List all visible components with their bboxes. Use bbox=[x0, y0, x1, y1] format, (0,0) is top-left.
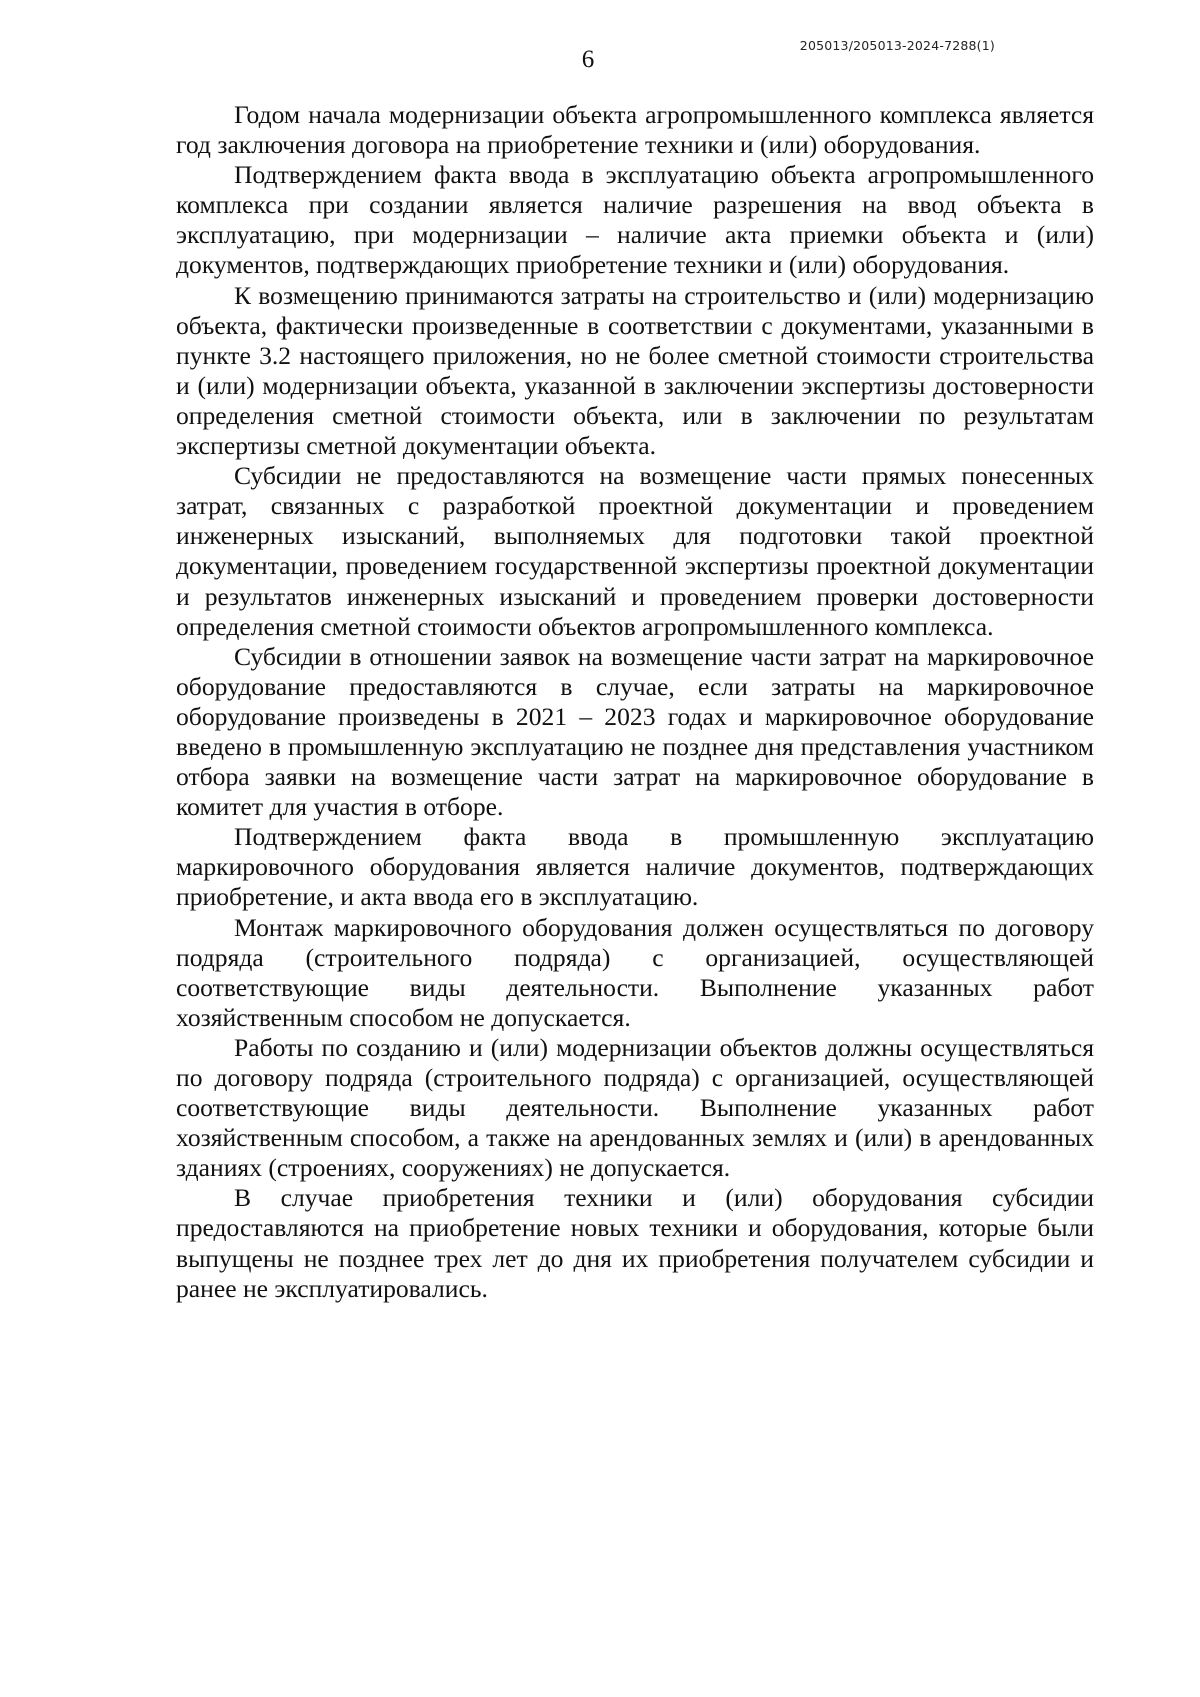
paragraph-marking-equipment-installation: Монтаж маркировочного оборудования должен осуществляться по договору подряда (строительного подряда) с организацией, осуществляющей соответствующие виды деятельности. Выполнение указанных работ хозяйственным способом не допускается. bbox=[176, 912, 1094, 1032]
paragraph-reimbursable-costs: К возмещению принимаются затраты на строительство и (или) модернизацию объекта, фактически произведенные в соответствии с документами, указанными в пункте 3.2 настоящего приложения, но не более сметной стоимости строительства и (или) модернизации объекта, указанной в заключении экспертизы достоверности определения сметной стоимости объекта, или в заключении по результатам экспертизы сметной документации объекта. bbox=[176, 280, 1094, 461]
paragraph-new-equipment-requirements: В случае приобретения техники и (или) оборудования субсидии предоставляются на приобретение новых техники и оборудования, которые были выпущены не позднее трех лет до дня их приобретения получателем субсидии и ранее не эксплуатировались. bbox=[176, 1183, 1094, 1303]
paragraph-marking-equipment-subsidies: Субсидии в отношении заявок на возмещение части затрат на маркировочное оборудование предоставляются в случае, если затраты на маркировочное оборудование произведены в 2021 – 2023 годах и маркировочное оборудование введено в промышленную эксплуатацию не позднее дня представления участником отбора заявки на возмещение части затрат на маркировочное оборудование в комитет для участия в отборе. bbox=[176, 641, 1094, 822]
paragraph-construction-contract-requirements: Работы по созданию и (или) модернизации объектов должны осуществляться по договору подряда (строительного подряда) с организацией, осуществляющей соответствующие виды деятельности. Выполнение указанных работ хозяйственным способом, а также на арендованных землях и (или) в арендованных зданиях (строениях, сооружениях) не допускается. bbox=[176, 1032, 1094, 1183]
document-number: 205013/205013-2024-7288(1) bbox=[799, 38, 995, 53]
page-number: 6 bbox=[581, 46, 595, 73]
paragraph-commissioning-confirmation: Подтверждением факта ввода в эксплуатацию объекта агропромышленного комплекса при создании является наличие разрешения на ввод объекта в эксплуатацию, при модернизации – наличие акта приемки объекта и (или) документов, подтверждающих приобретение техники и (или) оборудования. bbox=[176, 160, 1094, 280]
paragraph-modernization-start-year: Годом начала модернизации объекта агропромышленного комплекса является год заключения договора на приобретение техники и (или) оборудования. bbox=[176, 100, 1094, 160]
paragraph-marking-equipment-confirmation: Подтверждением факта ввода в промышленную эксплуатацию маркировочного оборудования является наличие документов, подтверждающих приобретение, и акта ввода его в эксплуатацию. bbox=[176, 822, 1094, 912]
paragraph-excluded-costs: Субсидии не предоставляются на возмещение части прямых понесенных затрат, связанных с разработкой проектной документации и проведением инженерных изысканий, выполняемых для подготовки такой проектной документации, проведением государственной экспертизы проектной документации и результатов инженерных изысканий и проведением проверки достоверности определения сметной стоимости объектов агропромышленного комплекса. bbox=[176, 461, 1094, 641]
document-body bbox=[176, 100, 1094, 1304]
